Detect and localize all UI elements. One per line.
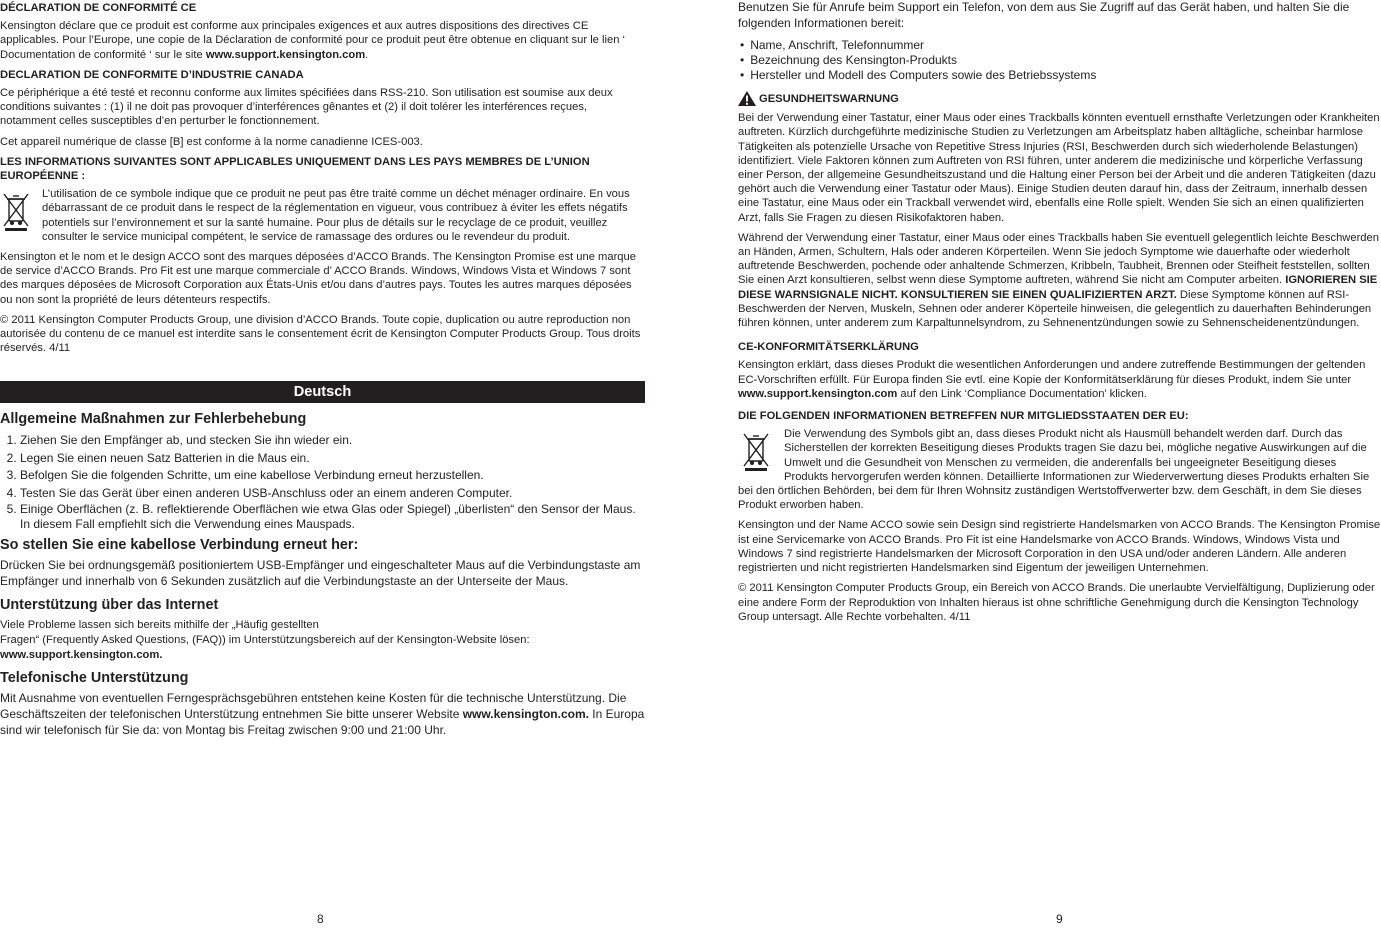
internet-text-line1: Viele Probleme lassen sich bereits mithilfe der „Häufig gestellten [0, 619, 319, 632]
internet-link[interactable]: www.support.kensington.com. [0, 649, 163, 662]
list-item: • Name, Anschrift, Telefonnummer [752, 38, 1381, 53]
phone-text-b: In Europa sind wir telefonisch für Sie da: von Montag bis Freitag zwischen 9:00 und 21:00 Uhr. [0, 706, 645, 737]
health-text-2b: Diese Symptome können auf RSI-Beschwerden der Nerven, Muskeln, Sehnen oder anderer Köperteile hinweisen, die gelegentlich zu dauerhaften Behinderungen führen können, unter anderem zum Karpaltunnelsyndrom, zu Sehnenentzündungen sowie zu Sehnenscheidenentzündungen. [738, 288, 1372, 330]
health-warning-emphasis: IGNORIEREN SIE DIESE WARNSIGNALE NICHT. KONSULTIEREN SIE EINEN QUALIFIZIERTEN ARZT. [738, 274, 1378, 301]
canada-heading: DECLARATION DE CONFORMITE D’INDUSTRIE CANADA [0, 68, 304, 81]
health-text-2a: Während der Verwendung einer Tastatur, einer Maus oder eines Trackballs haben Sie eventuell gelegentlich leichte Beschwerden an Händen, Armen, Schultern, Hals oder anderen Körperteilen. Wenn Sie jedoch Symptome wie dauerhafte oder wiederholt auftretende Beschwerden, pochende oder anhaltende Schmerzen, Kribbeln, Taubheit, Brennen oder Steifheit feststellen, sollten Sie einen Arzt konsultieren, selbst wenn diese Symptome auftreten, während Sie nicht am Computer arbeiten. [738, 231, 1379, 287]
fr-eu-weee-block [0, 187, 645, 244]
reconnect-text: Drücken Sie bei ordnungsgemäß positioniertem USB-Empfänger und eingeschalteter Maus auf die Verbindungstaste am Empfänger und innerhalb von 6 Sekunden zusätzlich auf die Verbindungstaste an der Unterseite der Maus. [0, 558, 641, 589]
list-item: • Hersteller und Modell des Computers sowie des Betriebssystems [752, 68, 1381, 83]
ce-heading: CE-KONFORMITÄTSERKLÄRUNG [738, 341, 919, 354]
fr-conformity-text-a: Kensington déclare que ce produit est conforme aux principales exigences et aux autres dispositions des directives CE applicables. Pour l’Europe, une copie de la Déclaration de conformité pour ce produit peut être obtenue en cliquant sur le lien ‘ Documentation de conformité ‘ sur le site [0, 20, 626, 61]
language-banner: Deutsch [0, 381, 645, 403]
fr-copyright-text: © 2011 Kensington Computer Products Group, une division d’ACCO Brands. Toute copie, duplication ou autre reproduction non autorisée du contenu de ce manuel est interdite sans le consentement écrit de Kensington Computer Products Group. Tous droits réservés. 4/11 [0, 313, 641, 355]
reconnect-heading: So stellen Sie eine kabellose Verbindung erneut her: [0, 537, 359, 554]
phone-heading: Telefonische Unterstützung [0, 670, 189, 687]
de-eu-text: Die Verwendung des Symbols gibt an, dass dieses Produkt nicht als Hausmüll behandelt werden darf. Durch das Sicherstellen der korrekten Beseitigung dieses Produkts tragen Sie dazu bei, mögliche negative Auswirkungen auf die Umwelt und die Gesundheit von Menschen zu vermeiden, die anderenfalls bei ungeeigneter Beseitigung dieses Produkts hervorgerufen werden können. Detaillierte Informationen zur Wiederverwertung dieses Produkts erhalten Sie bei den örtlichen Behörden, bei dem für Ihren Wohnsitz zuständigen Wertstoffverwerter bzw. dem Geschäft, in dem Sie dieses Produkt erworben haben. [738, 428, 1370, 512]
troubleshoot-heading: Allgemeine Maßnahmen zur Fehlerbehebung [0, 411, 307, 428]
fr-conformity-text-b: . [365, 48, 369, 61]
health-warning-heading [738, 91, 1381, 106]
de-trademark-text: Kensington und der Name ACCO sowie sein Design sind registrierte Handelsmarken von ACCO Brands. The Kensington Promise ist eine Servicemarke von ACCO Brands. Pro Fit ist eine Handelsmarke von ACCO Brands. Windows, Windows Vista und Windows 7 sind registrierte Handelsmarken der Microsoft Corporation in den USA und/oder anderen Ländern. Alle anderen registrierten und nicht registrierten Handelsmarken sind Eigentum der jeweiligen Unternehmen. [738, 519, 1381, 575]
warning-triangle-icon [738, 91, 756, 106]
page-number-right: 9 [1056, 912, 1063, 926]
internet-text-line2: Fragen“ (Frequently Asked Questions, (FAQ)) im Unterstützungsbereich auf der Kensington-Website lösen: [0, 634, 530, 647]
call-items [738, 38, 1381, 84]
fr-conformity-heading: DÉCLARATION DE CONFORMITÉ CE [0, 2, 197, 14]
internet-text [0, 618, 645, 663]
fr-conformity-text [0, 19, 645, 62]
internet-heading: Unterstützung über das Internet [0, 597, 219, 614]
weee-bin-icon [742, 431, 770, 471]
list-item: 1. Ziehen Sie den Empfänger ab, und stecken Sie ihn wieder ein. [20, 432, 645, 450]
weee-bin-icon [2, 191, 30, 231]
fr-eu-text: L’utilisation de ce symbole indique que ce produit ne peut pas être traité comme un déchet ménager ordinaire. En vous débarrassant de ce produit dans le respect de la réglementation en vigueur, vous contribuez à éviter les effets négatifs potentiels sur l’environnement et sur la santé humaine. Pour plus de détails sur le recyclage de ce produit, veuillez consulter le service municipal compétent, le service de ramassage des ordures ou le revendeur du produit. [42, 188, 630, 243]
right-page [738, 0, 1381, 929]
call-intro: Benutzen Sie für Anrufe beim Support ein Telefon, von dem aus Sie Zugriff auf das Gerät haben, und halten Sie die folgenden Informationen bereit: [738, 0, 1350, 30]
list-item: 3. Befolgen Sie die folgenden Schritte, um eine kabellose Verbindung erneut herzustellen. [20, 467, 645, 485]
phone-text [0, 691, 645, 738]
troubleshoot-steps [0, 432, 645, 532]
page-number-left: 8 [317, 912, 324, 926]
phone-text-a: Mit Ausnahme von eventuellen Ferngesprächsgebühren entstehen keine Kosten für die technische Unterstützung. Die Geschäftszeiten der telefonischen Unterstützung entnehmen Sie bitte unserer Website [0, 691, 627, 721]
left-page [0, 0, 645, 929]
phone-link[interactable]: www.kensington.com. [462, 706, 589, 721]
fr-trademark-text: Kensington et le nom et le design ACCO sont des marques déposées d’ACCO Brands. The Kensington Promise est une marque de service d’ACCO Brands. Pro Fit est une marque commerciale d’ ACCO Brands. Windows, Windows Vista et Windows 7 sont des marques déposées de Microsoft Corporation aux États-Unis et/ou dans d’autres pays. Toutes les autres marques déposées ou non sont la propriété de leurs détenteurs respectifs. [0, 251, 636, 306]
fr-conformity-link[interactable]: www.support.kensington.com [205, 48, 366, 61]
list-item: 4. Testen Sie das Gerät über einen anderen USB-Anschluss oder an einem anderen Computer. [20, 485, 645, 503]
ce-link[interactable]: www.support.kensington.com [738, 387, 898, 400]
health-heading-text: GESUNDHEITSWARNUNG [759, 92, 899, 105]
de-eu-weee-block [738, 427, 1381, 512]
fr-eu-heading: LES INFORMATIONS SUIVANTES SONT APPLICABLES UNIQUEMENT DANS LES PAYS MEMBRES DE L’UNION EUROPÉENNE : [0, 155, 590, 183]
ce-text-a: Kensington erklärt, dass dieses Produkt die wesentlichen Anforderungen und andere zutreffende Bestimmungen der geltenden EC-Vorschriften erfüllt. Für Europa finden Sie evtl. eine Kopie der Konformitätserklärung für dieses Produkt, indem Sie unter [738, 359, 1366, 386]
ices-text: Cet appareil numérique de classe [B] est conforme à la norme canadienne ICES-003. [0, 135, 423, 148]
list-item: 5. Einige Oberflächen (z. B. reflektierende Oberflächen wie etwa Glas oder Spiegel) „überlisten“ den Sensor der Maus. In diesem Fall empfiehlt sich die Verwendung eines Mauspads. [20, 502, 645, 532]
canada-text: Ce périphérique a été testé et reconnu conforme aux limites spécifiées dans RSS-210. Son utilisation est soumise aux deux conditions suivantes : (1) il ne doit pas provoquer d’interférences gênantes et (2) il doit tolérer les interférences reçues, notamment celles susceptibles d’en perturber le fonctionnement. [0, 87, 613, 128]
ce-text [738, 358, 1381, 401]
health-text-1: Bei der Verwendung einer Tastatur, einer Maus oder eines Trackballs könnten eventuell ernsthafte Verletzungen oder Krankheiten auftreten. Kürzlich durchgeführte medizinische Studien zu Verletzungen am Arbeitsplatz haben alltägliche, scheinbar harmlose Tätigkeiten als potenzielle Ursache von Repetitive Stress Injuries (RSI, Beschwerden durch sich wiederholende Belastungen) identifiziert. Viele Faktoren können zum Auftreten von RSI führen, unter anderem die medizinische und körperliche Verfassung einer Person, der allgemeine Gesundheitszustand und die Haltung einer Person bei der Arbeit und die anderen Tätigkeiten (dazu gehört auch die Verwendung einer Tastatur oder Maus). Einige Studien deuten darauf hin, dass der Zeitraum, innerhalb dessen eine Tastatur, eine Maus oder ein Trackball verwendet wird, ebenfalls eine Rolle spielt. Wenden Sie sich an einen qualifizierten Arzt, falls Sie Fragen zu diesen Risikofaktoren haben. [738, 112, 1380, 224]
health-text-2 [738, 231, 1381, 330]
de-copyright-text: © 2011 Kensington Computer Products Group, ein Bereich von ACCO Brands. Die unerlaubte Vervielfältigung, Duplizierung oder eine andere Form der Reproduktion von Inhalten hieraus ist ohne schriftliche Genehmigung durch die Kensington Technology Group untersagt. Alle Rechte vorbehalten. 4/11 [738, 582, 1375, 623]
de-eu-heading: DIE FOLGENDEN INFORMATIONEN BETREFFEN NUR MITGLIEDSSTAATEN DER EU: [738, 410, 1189, 423]
list-item: • Bezeichnung des Kensington-Produkts [752, 53, 1381, 68]
list-item: 2. Legen Sie einen neuen Satz Batterien in die Maus ein. [20, 450, 645, 468]
ce-text-b: auf den Link ‘Compliance Documentation’ klicken. [897, 387, 1147, 400]
